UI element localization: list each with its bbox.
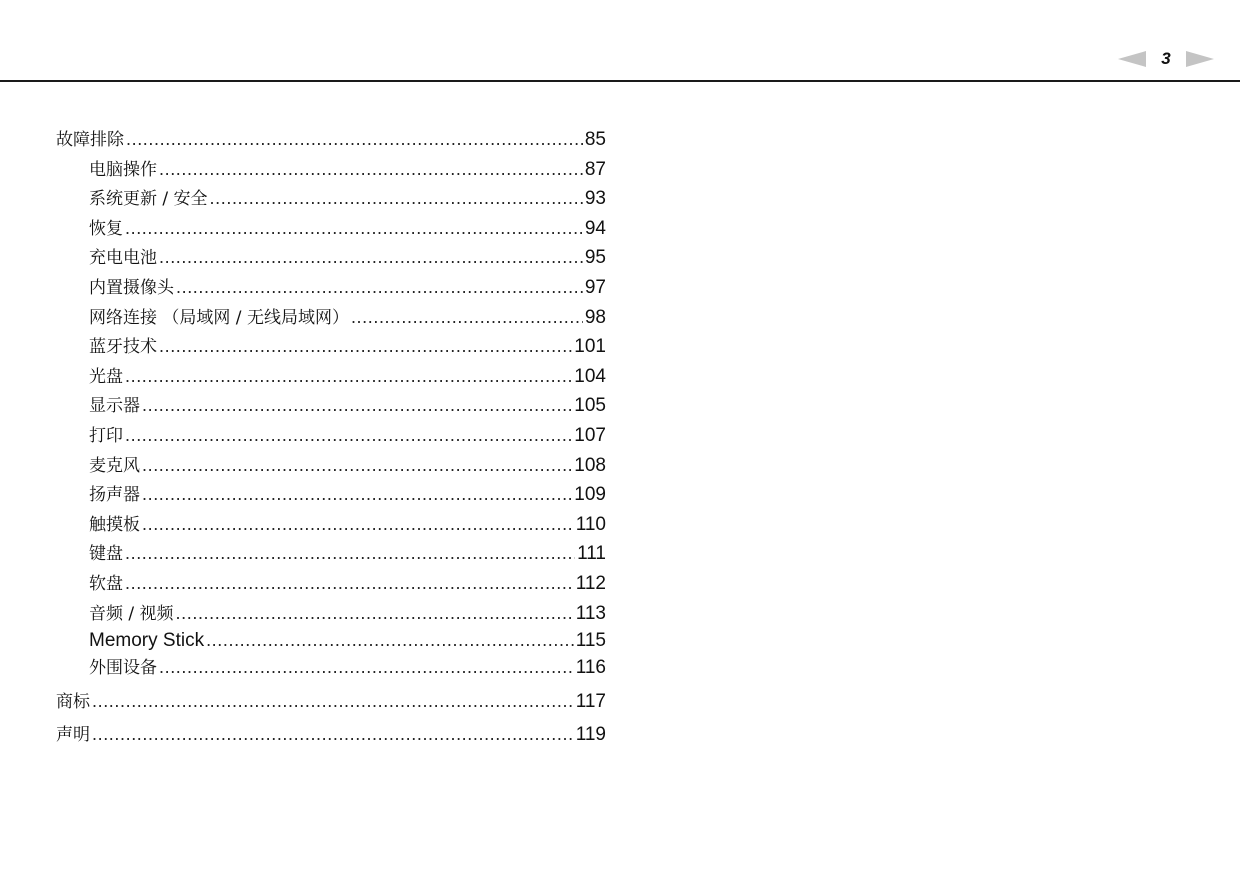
toc-entry-title[interactable]: 电脑操作	[89, 159, 157, 180]
toc-entry-title[interactable]: 外围设备	[89, 658, 157, 679]
dot-leader	[176, 273, 583, 302]
page-navigation	[1118, 48, 1218, 70]
toc-entry[interactable]	[56, 653, 606, 683]
toc-entry-page-number[interactable]: 108	[574, 454, 606, 476]
toc-entry-page-number[interactable]: 95	[584, 247, 606, 269]
toc-entry[interactable]	[56, 451, 606, 481]
toc-entry[interactable]	[56, 569, 606, 599]
dot-leader	[142, 391, 572, 420]
dot-leader	[206, 628, 574, 653]
toc-entry-page-number[interactable]: 109	[574, 484, 606, 506]
toc-entry[interactable]	[56, 332, 606, 362]
table-of-contents	[56, 125, 606, 750]
toc-entry-title[interactable]: 网络连接 （局域网 / 无线局域网）	[89, 307, 349, 328]
toc-entry-page-number[interactable]: 115	[575, 630, 606, 652]
previous-page-arrow-icon[interactable]	[1118, 51, 1146, 67]
toc-entry-title[interactable]: 商标	[56, 691, 90, 712]
toc-entry-title[interactable]: 声明	[56, 725, 90, 746]
toc-entry[interactable]	[56, 273, 606, 303]
toc-entry-page-number[interactable]: 107	[574, 424, 606, 446]
next-page-arrow-icon[interactable]	[1186, 51, 1214, 67]
toc-entry-title[interactable]: 内置摄像头	[89, 277, 174, 298]
toc-entry-page-number[interactable]: 94	[584, 217, 606, 239]
toc-entry-title[interactable]: 扬声器	[89, 485, 140, 506]
toc-entry[interactable]	[56, 184, 606, 214]
dot-leader	[210, 184, 583, 213]
toc-entry-title[interactable]: 恢复	[89, 218, 123, 239]
dot-leader	[125, 539, 575, 568]
toc-entry-title[interactable]: 故障排除	[56, 130, 124, 150]
dot-leader	[159, 155, 583, 184]
toc-entry-page-number[interactable]: 98	[584, 306, 606, 328]
dot-leader	[125, 362, 572, 391]
toc-entry-page-number[interactable]: 97	[584, 276, 606, 298]
toc-entry-page-number[interactable]: 110	[575, 513, 606, 535]
toc-entry-title[interactable]: 蓝牙技术	[89, 337, 157, 358]
toc-entry-title[interactable]: 触摸板	[89, 514, 140, 535]
dot-leader	[92, 687, 574, 716]
toc-entry[interactable]	[56, 214, 606, 244]
toc-entry[interactable]	[56, 510, 606, 540]
toc-entry-page-number[interactable]: 116	[575, 657, 606, 679]
toc-entry-page-number[interactable]: 112	[575, 572, 606, 594]
toc-entry[interactable]	[56, 628, 606, 653]
toc-entry[interactable]	[56, 125, 606, 155]
toc-entry-page-number[interactable]: 101	[574, 336, 606, 358]
toc-entry[interactable]	[56, 480, 606, 510]
toc-entry-title[interactable]: 光盘	[89, 366, 123, 387]
toc-entry[interactable]	[56, 599, 606, 629]
dot-leader	[125, 214, 583, 243]
toc-entry-page-number[interactable]: 111	[577, 543, 606, 565]
toc-entry-page-number[interactable]: 113	[575, 602, 606, 624]
dot-leader	[142, 510, 574, 539]
toc-entry[interactable]	[56, 155, 606, 185]
dot-leader	[126, 125, 583, 154]
dot-leader	[142, 451, 572, 480]
toc-entry-page-number[interactable]: 117	[575, 690, 606, 712]
toc-entry-title[interactable]: 音频 / 视频	[89, 603, 174, 624]
toc-entry-page-number[interactable]: 85	[584, 129, 606, 150]
toc-entry-title[interactable]: 打印	[89, 425, 123, 446]
toc-entry-title[interactable]: 显示器	[89, 396, 140, 417]
toc-entry[interactable]	[56, 421, 606, 451]
dot-leader	[176, 599, 574, 628]
toc-entry[interactable]	[56, 362, 606, 392]
toc-entry-page-number[interactable]: 93	[584, 188, 606, 210]
toc-entry-page-number[interactable]: 104	[574, 365, 606, 387]
toc-entry-title[interactable]: 麦克风	[89, 455, 140, 476]
toc-entry-page-number[interactable]: 119	[575, 724, 606, 746]
dot-leader	[142, 480, 572, 509]
toc-entry[interactable]	[56, 243, 606, 273]
toc-entry[interactable]	[56, 303, 606, 333]
toc-entry-title[interactable]: 充电电池	[89, 248, 157, 269]
toc-entry-title[interactable]: 系统更新 / 安全	[89, 189, 208, 210]
toc-entry-title[interactable]: 软盘	[89, 573, 123, 594]
toc-entry-page-number[interactable]: 87	[584, 158, 606, 180]
header-divider	[0, 80, 1240, 82]
dot-leader	[125, 569, 574, 598]
dot-leader	[159, 243, 583, 272]
toc-entry-title[interactable]: 键盘	[89, 544, 123, 565]
toc-entry[interactable]	[56, 720, 606, 750]
toc-entry[interactable]	[56, 539, 606, 569]
dot-leader	[351, 303, 583, 332]
toc-entry[interactable]	[56, 687, 606, 717]
page-number: 3	[1161, 49, 1171, 68]
dot-leader	[159, 332, 572, 361]
toc-entry-title[interactable]: Memory Stick	[89, 630, 205, 652]
dot-leader	[125, 421, 572, 450]
dot-leader	[159, 653, 574, 682]
dot-leader	[92, 720, 574, 749]
toc-entry-page-number[interactable]: 105	[574, 395, 606, 417]
toc-entry[interactable]	[56, 391, 606, 421]
